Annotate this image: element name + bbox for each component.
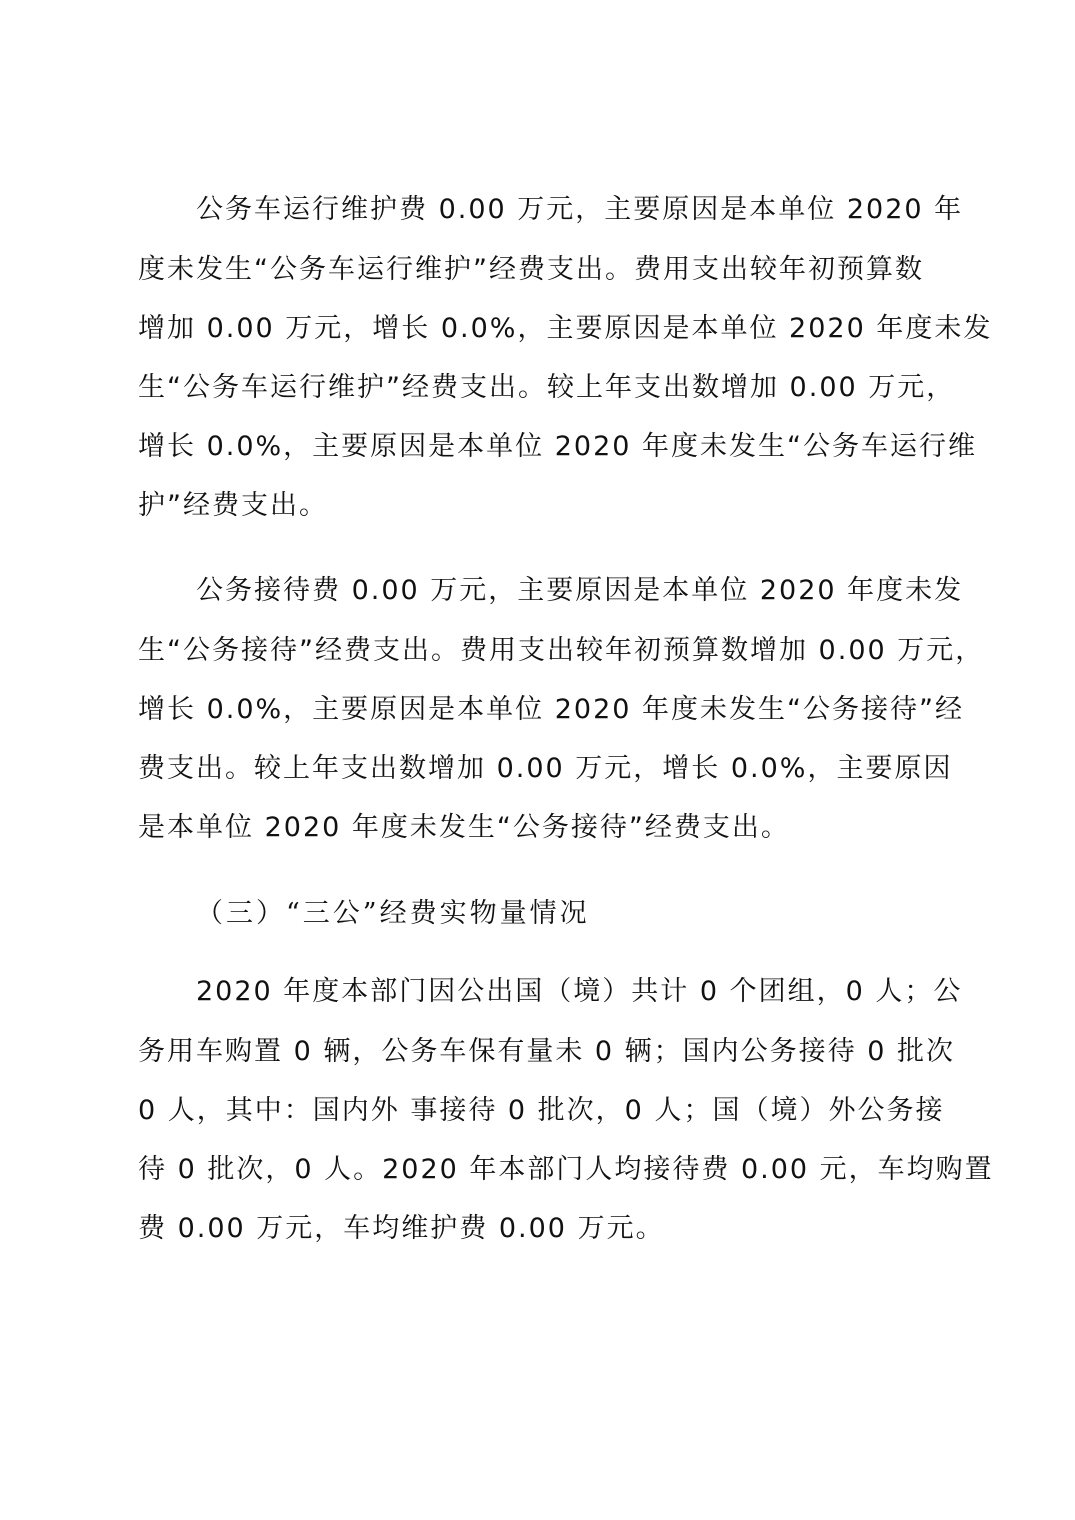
paragraph-quantity-line-4: 待 0 批次，0 人。2020 年本部门人均接待费 0.00 元，车均购置 (138, 1154, 994, 1185)
paragraph-reception-line-1: 公务接待费 0.00 万元，主要原因是本单位 2020 年度未发 (196, 575, 964, 606)
paragraph-vehicle-maintenance-line-1: 公务车运行维护费 0.00 万元，主要原因是本单位 2020 年 (196, 194, 964, 225)
section-heading-three-public-quantity: （三）“三公”经费实物量情况 (196, 898, 590, 929)
paragraph-quantity-line-5: 费 0.00 万元，车均维护费 0.00 万元。 (138, 1213, 665, 1244)
paragraph-reception-line-3: 增长 0.0%，主要原因是本单位 2020 年度未发生“公务接待”经 (138, 694, 965, 725)
paragraph-vehicle-maintenance-line-4: 生“公务车运行维护”经费支出。较上年支出数增加 0.00 万元， (138, 372, 956, 403)
paragraph-vehicle-maintenance-line-6: 护”经费支出。 (138, 490, 328, 521)
paragraph-quantity-line-3: 0 人，其中：国内外 事接待 0 批次，0 人；国（境）外公务接 (138, 1095, 945, 1126)
paragraph-vehicle-maintenance-line-2: 度未发生“公务车运行维护”经费支出。费用支出较年初预算数 (138, 254, 924, 285)
paragraph-reception-line-4: 费支出。较上年支出数增加 0.00 万元，增长 0.0%，主要原因 (138, 753, 953, 784)
paragraph-quantity-line-2: 务用车购置 0 辆，公务车保有量未 0 辆；国内公务接待 0 批次 (138, 1036, 956, 1067)
paragraph-reception-line-5: 是本单位 2020 年度未发生“公务接待”经费支出。 (138, 812, 790, 843)
paragraph-quantity-line-1: 2020 年度本部门因公出国（境）共计 0 个团组，0 人；公 (196, 976, 963, 1007)
paragraph-vehicle-maintenance-line-3: 增加 0.00 万元，增长 0.0%，主要原因是本单位 2020 年度未发 (138, 313, 993, 344)
paragraph-reception-line-2: 生“公务接待”经费支出。费用支出较年初预算数增加 0.00 万元， (138, 635, 985, 666)
paragraph-vehicle-maintenance-line-5: 增长 0.0%，主要原因是本单位 2020 年度未发生“公务车运行维 (138, 431, 978, 462)
